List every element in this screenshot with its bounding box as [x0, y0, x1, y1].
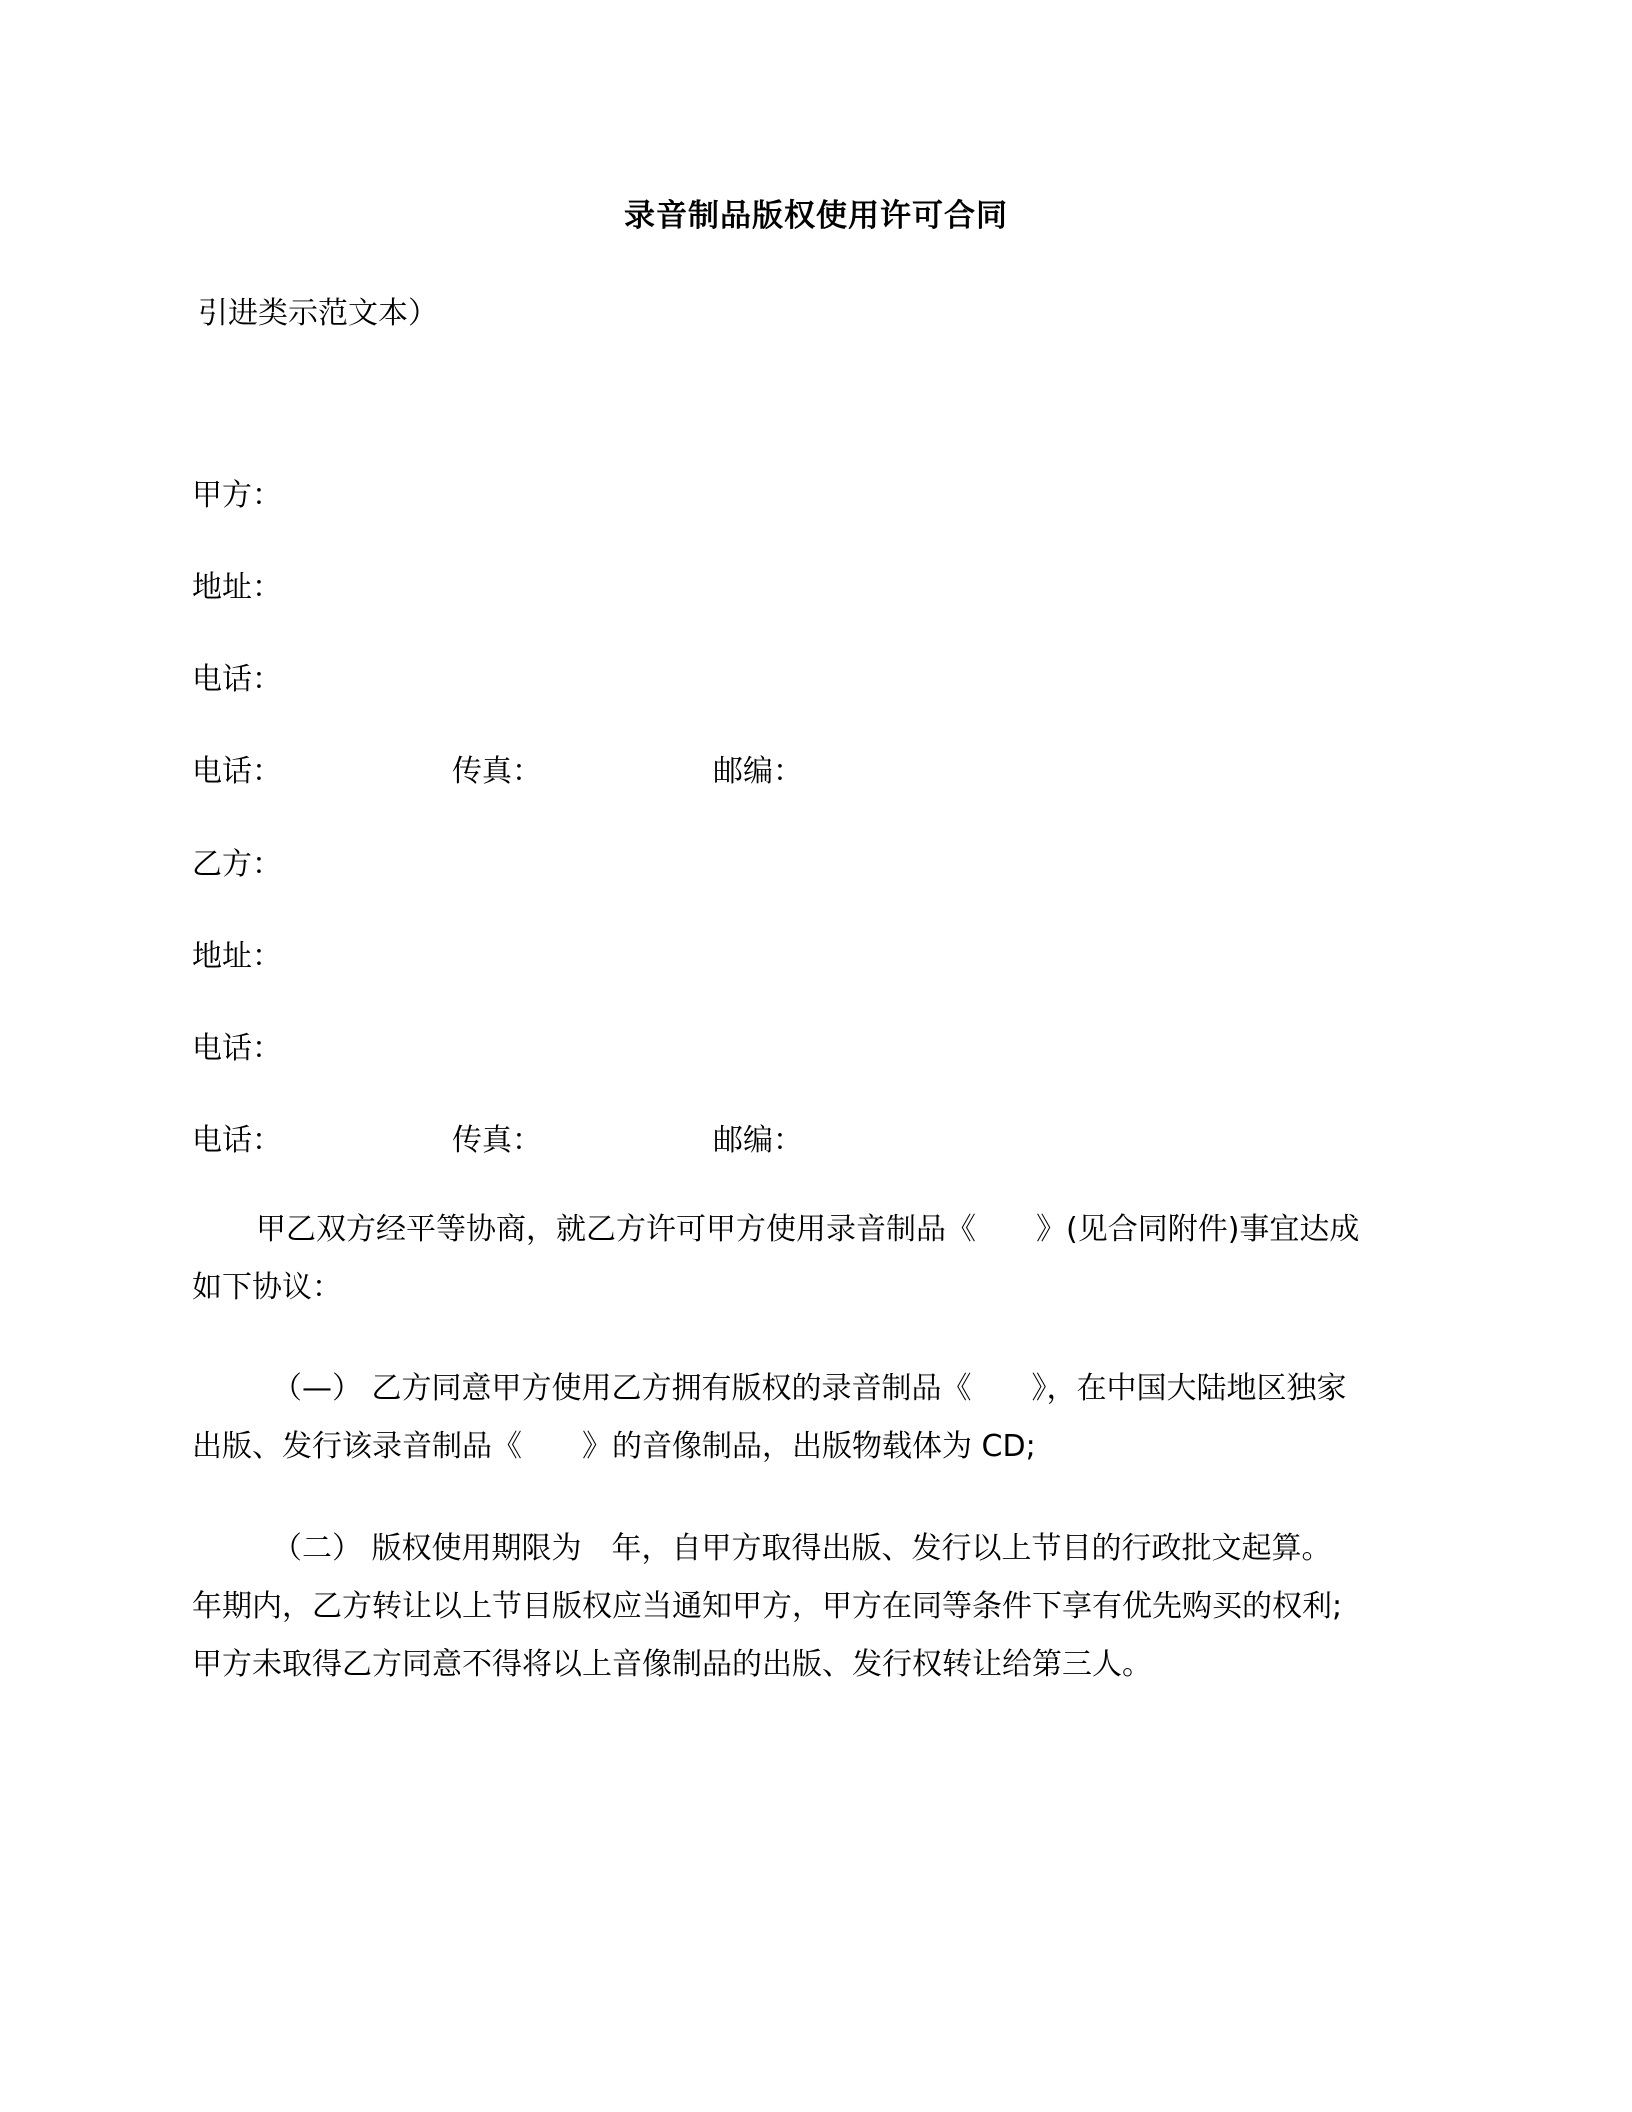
party-a-address-label: 地址：: [192, 570, 282, 605]
party-a-name-label: 甲方：: [192, 478, 282, 513]
party-a-contact-postcode-label: 邮编：: [713, 754, 803, 789]
clause-2-line-2: 年期内，乙方转让以上节目版权应当通知甲方，甲方在同等条件下享有优先购买的权利;: [192, 1589, 1343, 1624]
party-b-address-label: 地址：: [192, 939, 282, 974]
party-b-name-label: 乙方：: [192, 847, 282, 882]
intro-paragraph: [192, 1201, 1432, 1317]
party-a-contact-fax-label: 传真：: [452, 754, 542, 789]
clause-1-line-2: 出版、发行该录音制品《 》的音像制品，出版物载体为 CD;: [192, 1429, 1036, 1464]
party-b-contact-fax-label: 传真：: [452, 1123, 542, 1158]
party-a-contact-phone-label: 电话：: [192, 754, 282, 789]
intro-line-2: 如下协议：: [192, 1270, 342, 1305]
party-b-contact-phone-label: 电话：: [192, 1123, 282, 1158]
document-subtitle: 引进类示范文本）: [198, 296, 438, 331]
clause-2-line-3: 甲方未取得乙方同意不得将以上音像制品的出版、发行权转让给第三人。: [192, 1647, 1152, 1682]
clause-2-paragraph: [192, 1520, 1432, 1694]
clause-2-line-1: （二） 版权使用期限为 年，自甲方取得出版、发行以上节目的行政批文起算。: [272, 1531, 1332, 1566]
document-title: 录音制品版权使用许可合同: [624, 198, 1008, 234]
clause-1-paragraph: [192, 1360, 1432, 1476]
party-b-phone-label: 电话：: [192, 1031, 282, 1066]
intro-line-1: 甲乙双方经平等协商，就乙方许可甲方使用录音制品《 》(见合同附件)事宜达成: [256, 1212, 1360, 1247]
party-b-contact-postcode-label: 邮编：: [713, 1123, 803, 1158]
clause-1-line-1: （—） 乙方同意甲方使用乙方拥有版权的录音制品《 》，在中国大陆地区独家: [272, 1371, 1347, 1406]
party-a-phone-label: 电话：: [192, 662, 282, 697]
